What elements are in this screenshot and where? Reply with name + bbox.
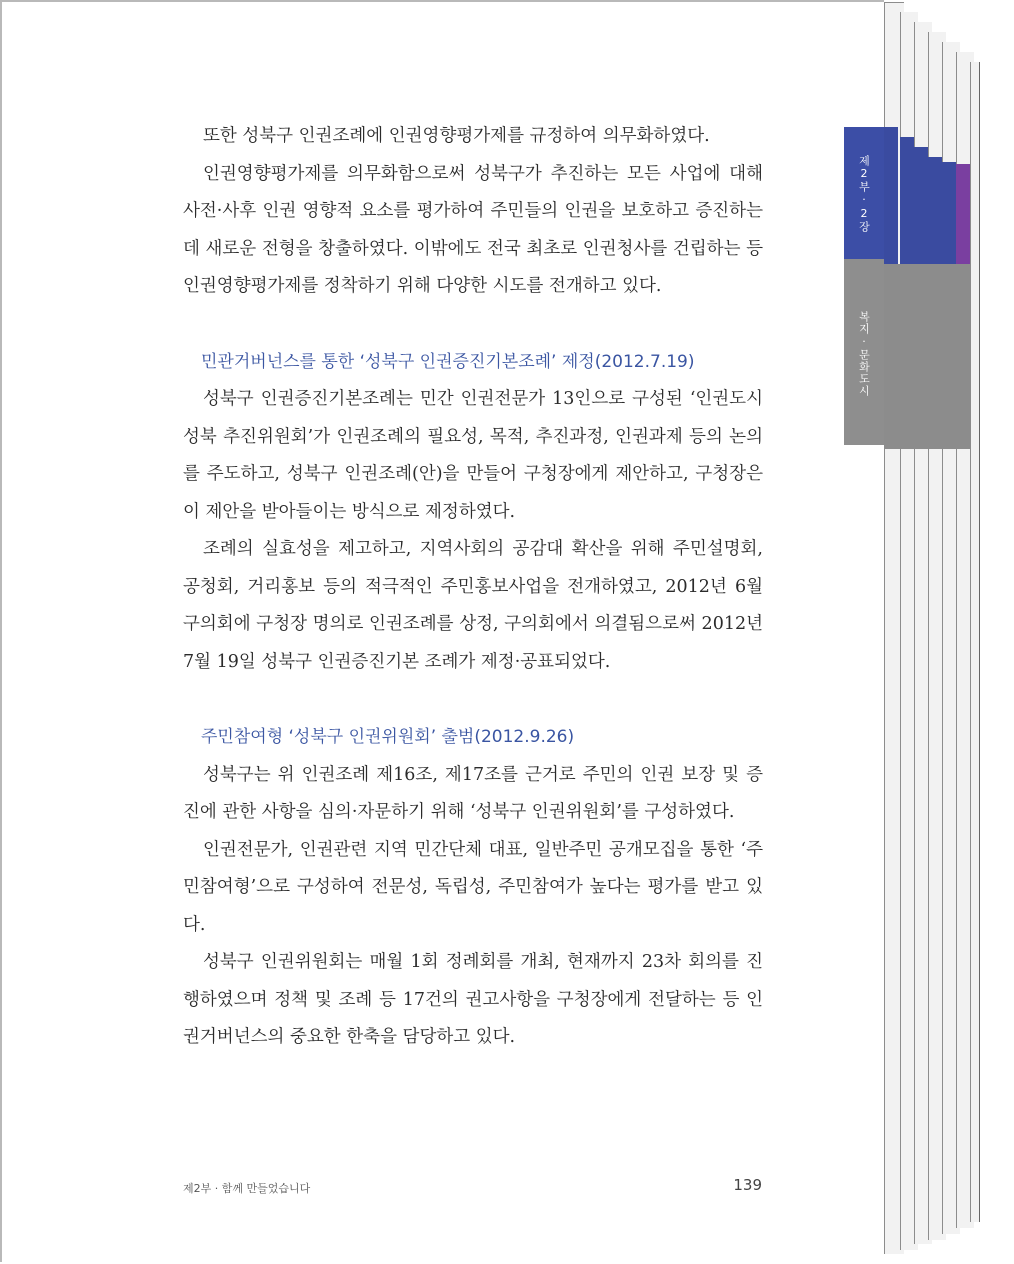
running-footer: 제2부 · 함께 만들었습니다 bbox=[183, 1182, 311, 1195]
page-content bbox=[183, 118, 763, 1057]
body-paragraph: 조례의 실효성을 제고하고, 지역사회의 공감대 확산을 위해 주민설명회, 공청회, 거리홍보 등의 적극적인 주민홍보사업을 전개하였고, 2012년 6월 구의회에 구청장 명의로 인권조례를 상정, 구의회에서 의결됨으로써 2012년 7월 19일 성북구 인권증진기본 조례가 제정·공표되었다. bbox=[183, 539, 763, 672]
section-tab-label: 복지·문화도시 bbox=[857, 311, 871, 397]
chapter-tab-label: 제2부·2장 bbox=[857, 155, 871, 233]
body-paragraph: 성북구 인권증진기본조례는 민간 인권전문가 13인으로 구성된 ‘인권도시성북 추진위원회’가 인권조례의 필요성, 목적, 추진과정, 인권과제 등의 논의를 주도하고, 성북구 인권조례(안)을 만들어 구청장에게 제안하고, 구청장은 이 제안을 받아들이는 방식으로 제정하였다. bbox=[183, 389, 763, 522]
body-paragraph: 성북구는 위 인권조례 제16조, 제17조를 근거로 주민의 인권 보장 및 증진에 관한 사항을 심의·자문하기 위해 ‘성북구 인권위원회’를 구성하였다. bbox=[183, 764, 763, 822]
body-paragraph: 성북구 인권위원회는 매월 1회 정례회를 개최, 현재까지 23차 회의를 진행하였으며 정책 및 조례 등 17건의 권고사항을 구청장에게 전달하는 등 인권거버넌스의 중요한 한축을 담당하고 있다. bbox=[183, 952, 763, 1047]
page-number: 139 bbox=[733, 1176, 762, 1194]
page-stack bbox=[884, 2, 994, 1262]
section-heading: 민관거버넌스를 통한 ‘성북구 인권증진기본조례’ 제정(2012.7.19) bbox=[201, 351, 695, 372]
body-paragraph: 인권영향평가제를 의무화함으로써 성북구가 추진하는 모든 사업에 대해 사전·사후 인권 영향적 요소를 평가하여 주민들의 인권을 보호하고 증진하는데 새로운 전형을 창출하였다. 이밖에도 전국 최초로 인권청사를 건립하는 등 인권영향평가제를 정착하기 위해 다양한 시도를 전개하고 있다. bbox=[183, 163, 763, 296]
section-heading: 주민참여형 ‘성북구 인권위원회’ 출범(2012.9.26) bbox=[201, 727, 575, 747]
body-paragraph: 또한 성북구 인권조례에 인권영향평가제를 규정하여 의무화하였다. bbox=[203, 126, 710, 146]
body-paragraph: 인권전문가, 인권관련 지역 민간단체 대표, 일반주민 공개모집을 통한 ‘주민참여형’으로 구성하여 전문성, 독립성, 주민참여가 높다는 평가를 받고 있다. bbox=[183, 839, 763, 935]
section-tab[interactable] bbox=[844, 259, 884, 445]
chapter-tab[interactable] bbox=[844, 127, 884, 259]
